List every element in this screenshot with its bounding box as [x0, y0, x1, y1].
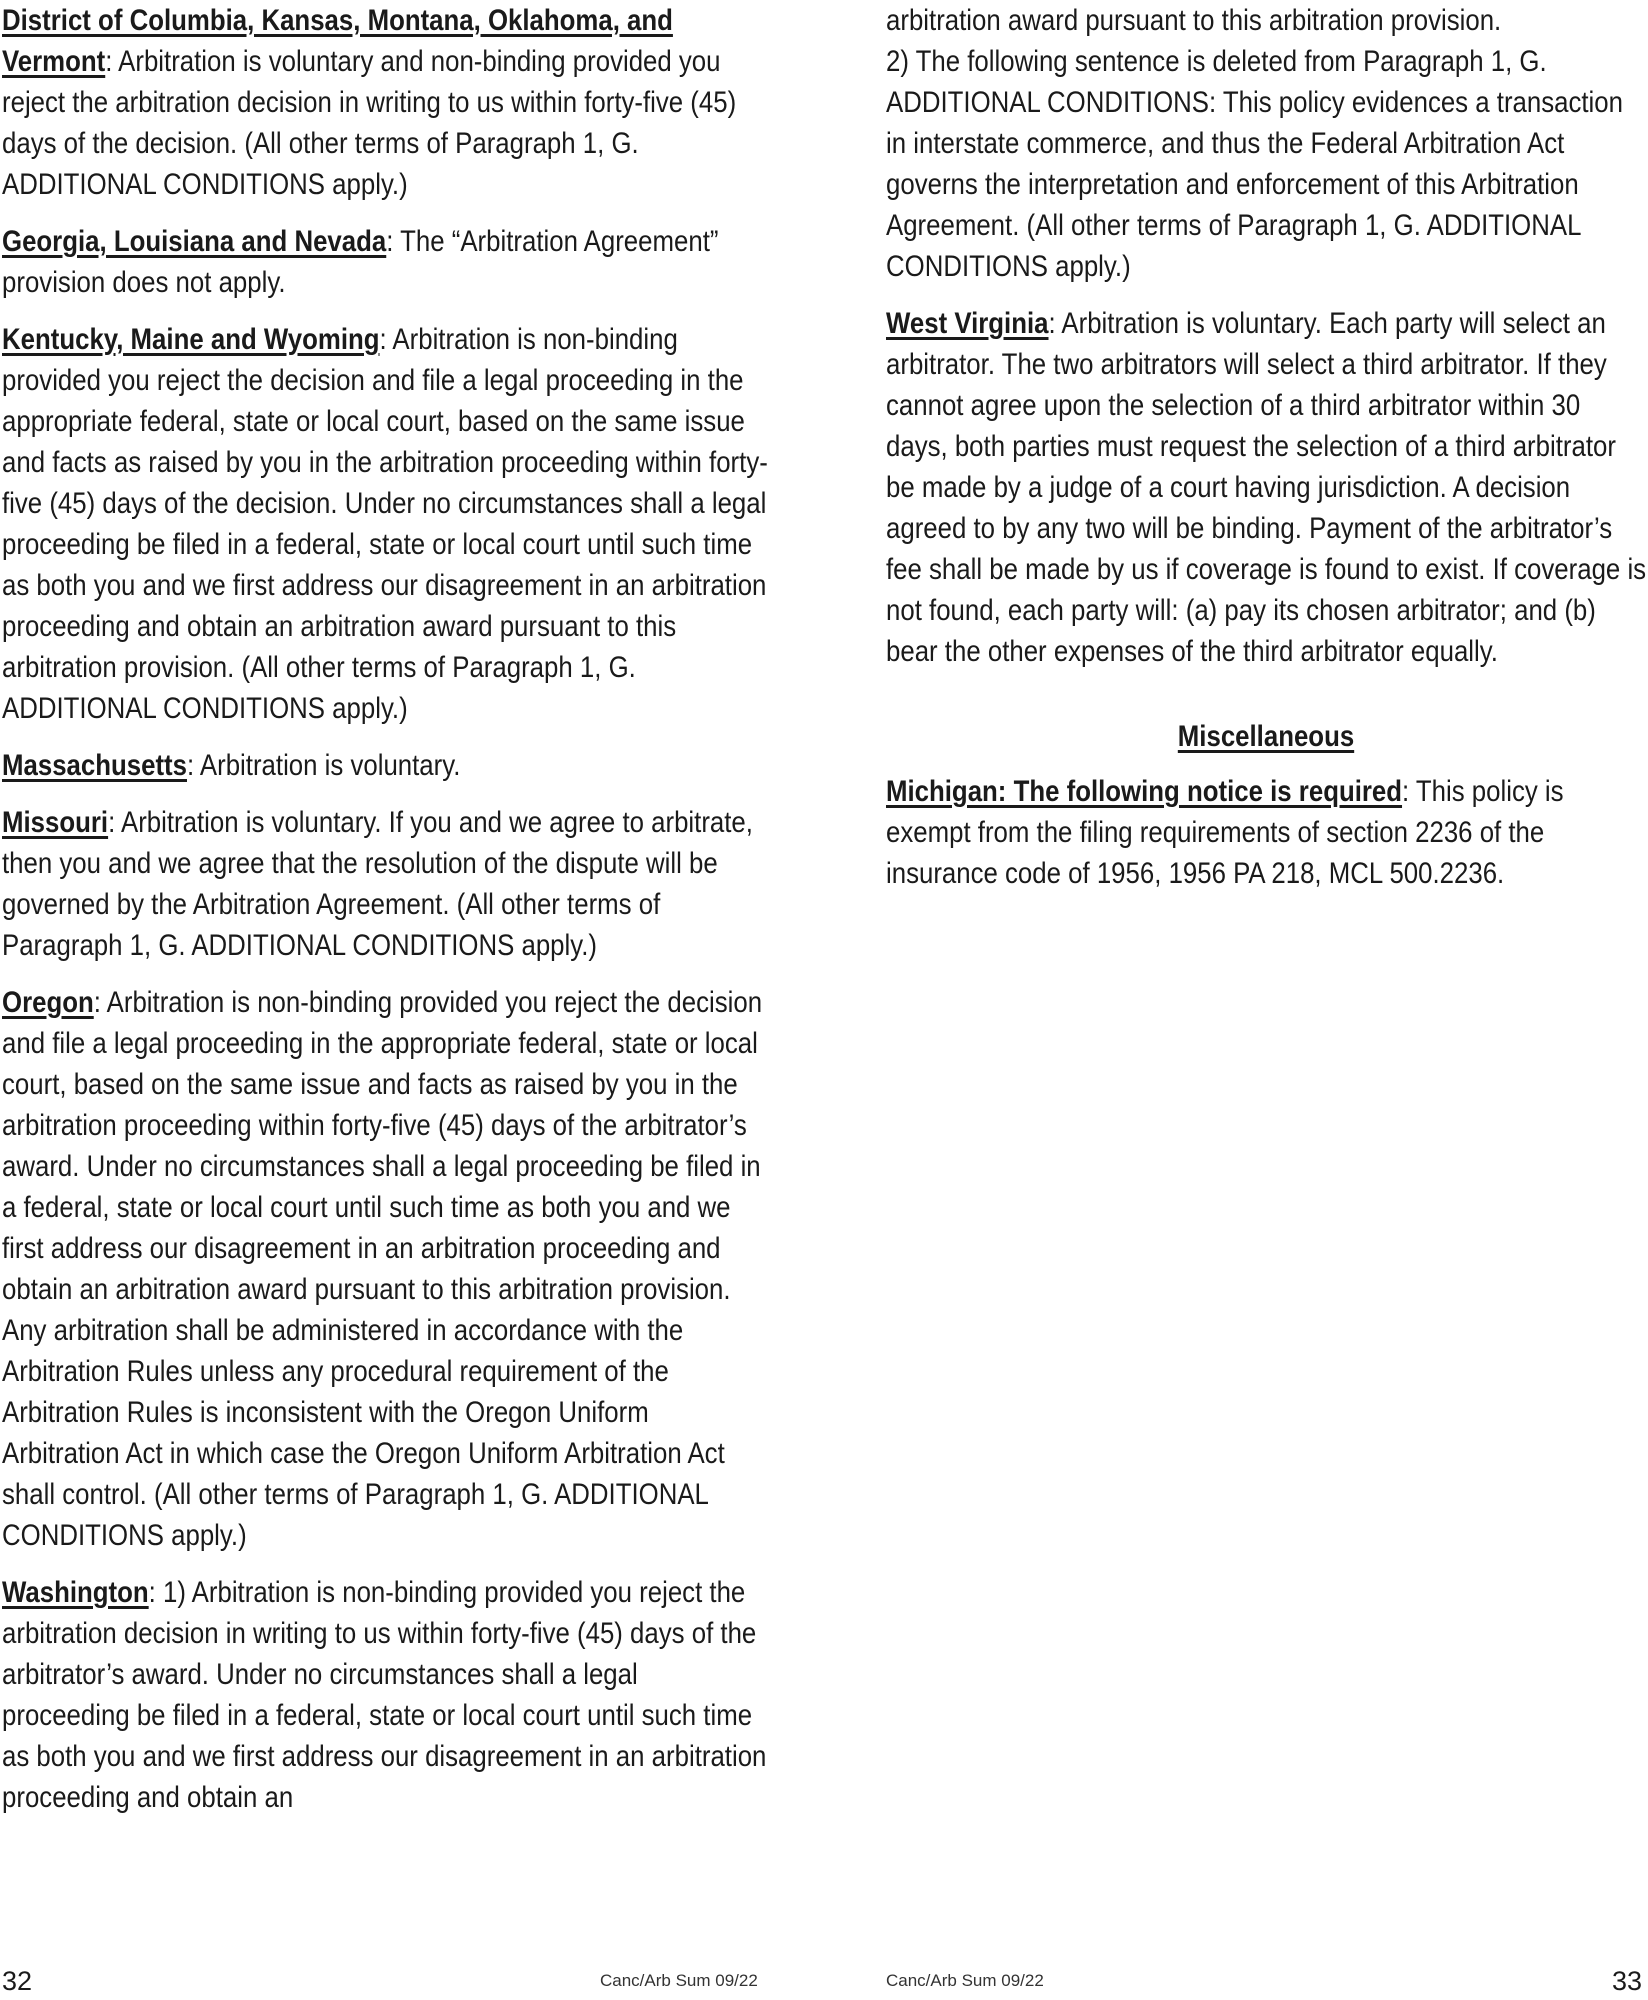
left-page-number: 32 [2, 1966, 33, 1996]
ga-la-nv-paragraph [2, 221, 770, 303]
state-heading: Washington [2, 1576, 149, 1609]
missouri-paragraph [2, 802, 770, 966]
state-heading: Kentucky, Maine and Wyoming [2, 323, 380, 356]
state-heading: West Virginia [886, 307, 1049, 340]
miscellaneous-heading: Miscellaneous [1177, 720, 1355, 753]
paragraph-body: : Arbitration is non-binding provided you reject the decision and file a legal proceeding in the appropriate federal, state or local court, based on the same issue and facts as raised by you in the arbitration proceeding within forty-five (45) days of the decision. Under no circumstances shall a legal proceeding be filed in a federal, state or local court until such time as both you and we first address our disagreement in an arbitration proceeding and obtain an arbitration award pursuant to this arbitration provision. (All other terms of Paragraph 1, G. ADDITIONAL CONDITIONS apply.) [2, 323, 768, 725]
paragraph-body: : This policy is exempt from the filing requirements of section 2236 of the insurance code of 1956, 1956 PA 218, MCL 500.2236. [886, 775, 1564, 890]
paragraph-body: : Arbitration is voluntary and non-binding provided you reject the arbitration decision in writing to us within forty-five (45) days of the decision. (All other terms of Paragraph 1, G. ADDITIONAL CONDITIONS apply.) [2, 45, 737, 201]
paragraph-body: : Arbitration is voluntary. [186, 749, 461, 782]
right-page-number: 33 [1612, 1966, 1643, 1996]
state-heading: District of Columbia, Kansas, Montana, Oklahoma, and Vermont [2, 4, 673, 78]
oregon-paragraph [2, 982, 770, 1556]
washington-paragraph [2, 1572, 770, 1818]
paragraph-body: : Arbitration is voluntary. Each party will select an arbitrator. The two arbitrators will select a third arbitrator. If they cannot agree upon the selection of a third arbitrator within 30 days, both parties must request the selection of a third arbitrator be made by a judge of a court having jurisdiction. A decision agreed to by any two will be binding. Payment of the arbitrator’s fee shall be made by us if coverage is found to exist. If coverage is not found, each party will: (a) pay its chosen arbitrator; and (b) bear the other expenses of the third arbitrator equally. [886, 307, 1647, 668]
left-form-code: Canc/Arb Sum 09/22 [600, 1971, 758, 1990]
state-heading: Oregon [2, 986, 94, 1019]
right-form-code: Canc/Arb Sum 09/22 [886, 1971, 1044, 1990]
paragraph-body: : Arbitration is voluntary. If you and we agree to arbitrate, then you and we agree that the resolution of the dispute will be governed by the Arbitration Agreement. (All other terms of Paragraph 1, G. ADDITIONAL CONDITIONS apply.) [2, 806, 753, 962]
left-column [0, 0, 770, 1834]
michigan-paragraph [886, 771, 1646, 894]
washington-continuation: arbitration award pursuant to this arbitration provision. [886, 4, 1502, 37]
paragraph-body: : 1) Arbitration is non-binding provided you reject the arbitration decision in writing to us within forty-five (45) days of the arbitrator’s award. Under no circumstances shall a legal proceeding be filed in a federal, state or local court until such time as both you and we first address our disagreement in an arbitration proceeding and obtain an [2, 1576, 767, 1814]
paragraph-body: : Arbitration is non-binding provided you reject the decision and file a legal proceeding in the appropriate federal, state or local court, based on the same issue and facts as raised by you in the arbitration proceeding within forty-five (45) days of the arbitrator’s award. Under no circumstances shall a legal proceeding be filed in a federal, state or local court until such time as both you and we first address our disagreement in an arbitration proceeding and obtain an arbitration award pursuant to this arbitration provision. Any arbitration shall be administered in accordance with the Arbitration Rules unless any procedural requirement of the Arbitration Rules is inconsistent with the Oregon Uniform Arbitration Act in which case the Oregon Uniform Arbitration Act shall control. (All other terms of Paragraph 1, G. ADDITIONAL CONDITIONS apply.) [2, 986, 763, 1552]
west-virginia-paragraph [886, 303, 1646, 672]
dc-ks-mt-ok-vt-paragraph [2, 0, 770, 205]
right-column [886, 0, 1646, 910]
state-heading: Michigan: The following notice is required [886, 775, 1403, 808]
washington-continuation-2: 2) The following sentence is deleted from Paragraph 1, G. ADDITIONAL CONDITIONS: This policy evidences a transaction in interstate commerce, and thus the Federal Arbitration Act governs the interpretation and enforcement of this Arbitration Agreement. (All other terms of Paragraph 1, G. ADDITIONAL CONDITIONS apply.) [886, 45, 1623, 283]
paragraph-body: : The “Arbitration Agreement” provision does not apply. [2, 225, 719, 299]
state-heading: Georgia, Louisiana and Nevada [2, 225, 387, 258]
massachusetts-paragraph [2, 745, 770, 786]
ky-me-wy-paragraph [2, 319, 770, 729]
state-heading: Missouri [2, 806, 109, 839]
state-heading: Massachusetts [2, 749, 187, 782]
